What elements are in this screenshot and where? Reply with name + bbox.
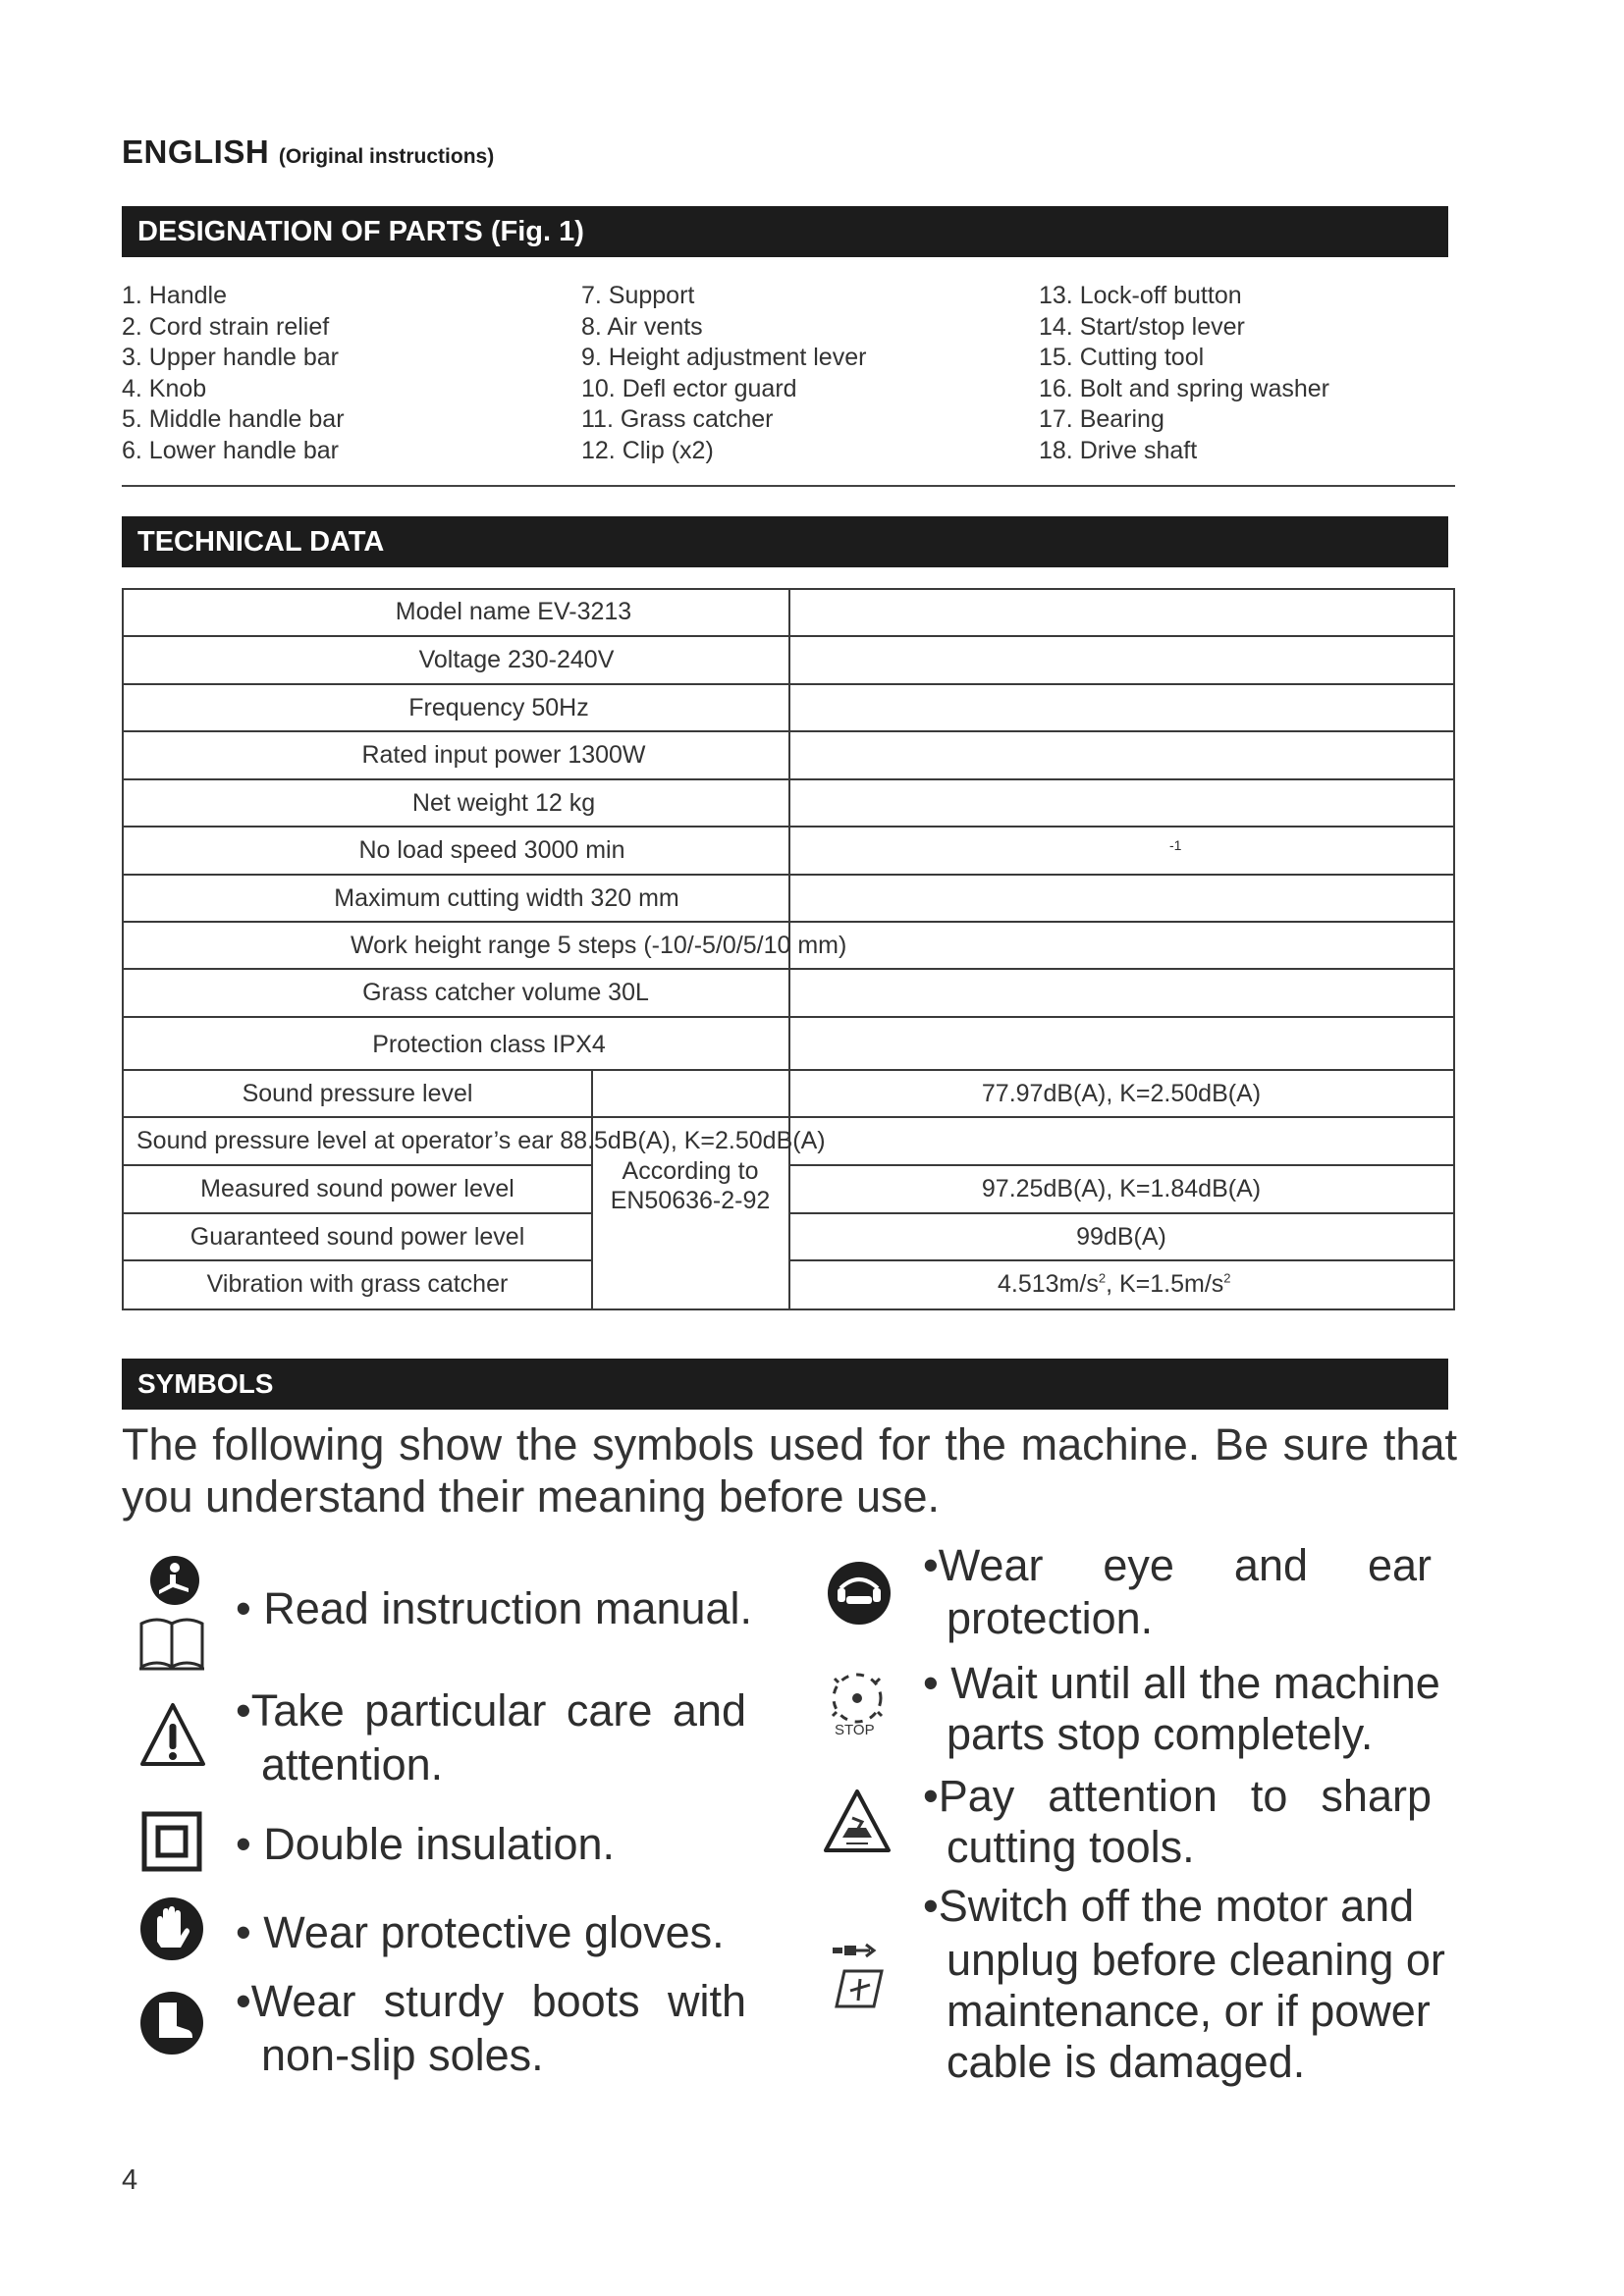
boots-icon <box>139 1991 204 2056</box>
part-item: 2. Cord strain relief <box>122 312 330 341</box>
symbol-switch-line1: •Switch off the motor and <box>923 1881 1415 1931</box>
part-item: 7. Support <box>581 282 695 309</box>
guaranteed-power-value: 99dB(A) <box>1076 1223 1166 1251</box>
table-row-height-range: Work height range 5 steps (-10/-5/0/5/10 mm) <box>351 932 847 959</box>
speed-superscript: -1 <box>1169 837 1182 853</box>
table-row-protection: Protection class IPX4 <box>372 1031 606 1058</box>
sound-pressure-label: Sound pressure level <box>242 1080 473 1107</box>
measured-power-value: 97.25dB(A), K=1.84dB(A) <box>981 1175 1262 1202</box>
symbol-wait-line1: • Wait until all the machine <box>923 1658 1440 1708</box>
table-row-weight: Net weight 12 kg <box>411 789 596 817</box>
part-item: 17. Bearing <box>1039 405 1164 434</box>
symbol-care-line1: •Take particular care and <box>236 1685 746 1735</box>
part-item: 12. Clip (x2) <box>581 436 714 464</box>
warning-triangle-icon <box>139 1702 206 1767</box>
table-row-frequency: Frequency 50Hz <box>408 694 589 721</box>
table-row-catcher-volume: Grass catcher volume 30L <box>362 979 649 1006</box>
symbol-gloves: • Wear protective gloves. <box>236 1907 725 1957</box>
section-header-parts <box>122 206 1448 257</box>
gloves-icon <box>139 1896 204 1961</box>
symbol-eye-line1: •Wear eye and ear <box>923 1540 1432 1590</box>
sound-pressure-value: 77.97dB(A), K=2.50dB(A) <box>981 1080 1262 1107</box>
standard-line-2: EN50636-2-92 <box>610 1187 771 1214</box>
part-item: 18. Drive shaft <box>1039 436 1198 464</box>
measured-power-label: Measured sound power level <box>200 1175 514 1202</box>
read-manual-icon <box>137 1555 208 1671</box>
parts-column-1 <box>122 281 345 467</box>
parts-column-2 <box>581 281 866 467</box>
part-item: 3. Upper handle bar <box>122 344 339 372</box>
part-item: 11. Grass catcher <box>581 405 774 434</box>
section-divider <box>122 485 1455 487</box>
page-number: 4 <box>122 2164 138 2196</box>
double-insulation-icon <box>141 1811 202 1872</box>
section-header-technical <box>122 516 1448 567</box>
symbol-double-insulation: • Double insulation. <box>236 1819 615 1869</box>
operator-ear-label: Sound pressure level at operator’s ear 88.5dB(A), K=2.50dB(A) <box>136 1127 826 1154</box>
symbol-sharp-line2: cutting tools. <box>947 1822 1195 1872</box>
table-row-power: Rated input power 1300W <box>361 741 646 769</box>
symbols-intro: The following show the symbols used for the machine. Be sure that you understand their meaning before use. <box>122 1419 1457 1522</box>
eye-ear-protection-icon <box>827 1561 892 1626</box>
language-label: ENGLISH <box>122 133 270 170</box>
language-heading <box>122 133 494 171</box>
part-item: 5. Middle handle bar <box>122 405 345 434</box>
stop-label: STOP <box>835 1722 875 1738</box>
part-item: 6. Lower handle bar <box>122 436 339 464</box>
table-row-model: Model name EV-3213 <box>395 598 632 625</box>
table-row-voltage: Voltage 230-240V <box>418 646 615 673</box>
part-item: 16. Bolt and spring washer <box>1039 374 1330 402</box>
symbol-boots-line2: non-slip soles. <box>261 2030 544 2080</box>
part-item: 15. Cutting tool <box>1039 344 1205 372</box>
part-item: 10. Defl ector guard <box>581 374 797 402</box>
part-item: 4. Knob <box>122 374 207 402</box>
symbol-sharp-line1: •Pay attention to sharp <box>923 1771 1432 1821</box>
symbol-boots-line1: •Wear sturdy boots with <box>236 1976 746 2026</box>
unplug-icon <box>831 1942 888 2016</box>
section-title: DESIGNATION OF PARTS (Fig. 1) <box>137 215 584 247</box>
part-item: 1. Handle <box>122 282 228 309</box>
part-item: 8. Air vents <box>581 312 703 341</box>
symbol-switch-line2: unplug before cleaning or <box>947 1935 1445 1985</box>
table-row-speed: No load speed 3000 min <box>358 836 625 864</box>
section-header-symbols <box>122 1359 1448 1410</box>
guaranteed-power-label: Guaranteed sound power level <box>189 1223 525 1251</box>
symbol-read-manual: • Read instruction manual. <box>236 1583 753 1633</box>
technical-data-table <box>122 588 1455 1310</box>
symbol-switch-line3: maintenance, or if power <box>947 1986 1431 2036</box>
table-row-cutting-width: Maximum cutting width 320 mm <box>334 884 679 912</box>
symbol-wait-line2: parts stop completely. <box>947 1709 1374 1759</box>
part-item: 13. Lock-off button <box>1039 282 1242 309</box>
parts-column-3 <box>1039 281 1329 467</box>
section-title: TECHNICAL DATA <box>137 525 385 558</box>
vibration-label: Vibration with grass catcher <box>206 1270 509 1298</box>
section-title: SYMBOLS <box>137 1368 274 1399</box>
part-item: 9. Height adjustment lever <box>581 344 867 372</box>
symbol-switch-line4: cable is damaged. <box>947 2037 1306 2087</box>
part-item: 14. Start/stop lever <box>1039 312 1245 341</box>
symbol-care-line2: attention. <box>261 1739 444 1789</box>
symbol-eye-line2: protection. <box>947 1593 1154 1643</box>
language-note: (Original instructions) <box>278 145 495 168</box>
sharp-blade-warning-icon <box>823 1789 892 1853</box>
vibration-value: $4.513m/s^2$, $K=1.5m/s^2$ <box>998 1270 1231 1298</box>
standard-line-1: According to <box>622 1157 759 1185</box>
